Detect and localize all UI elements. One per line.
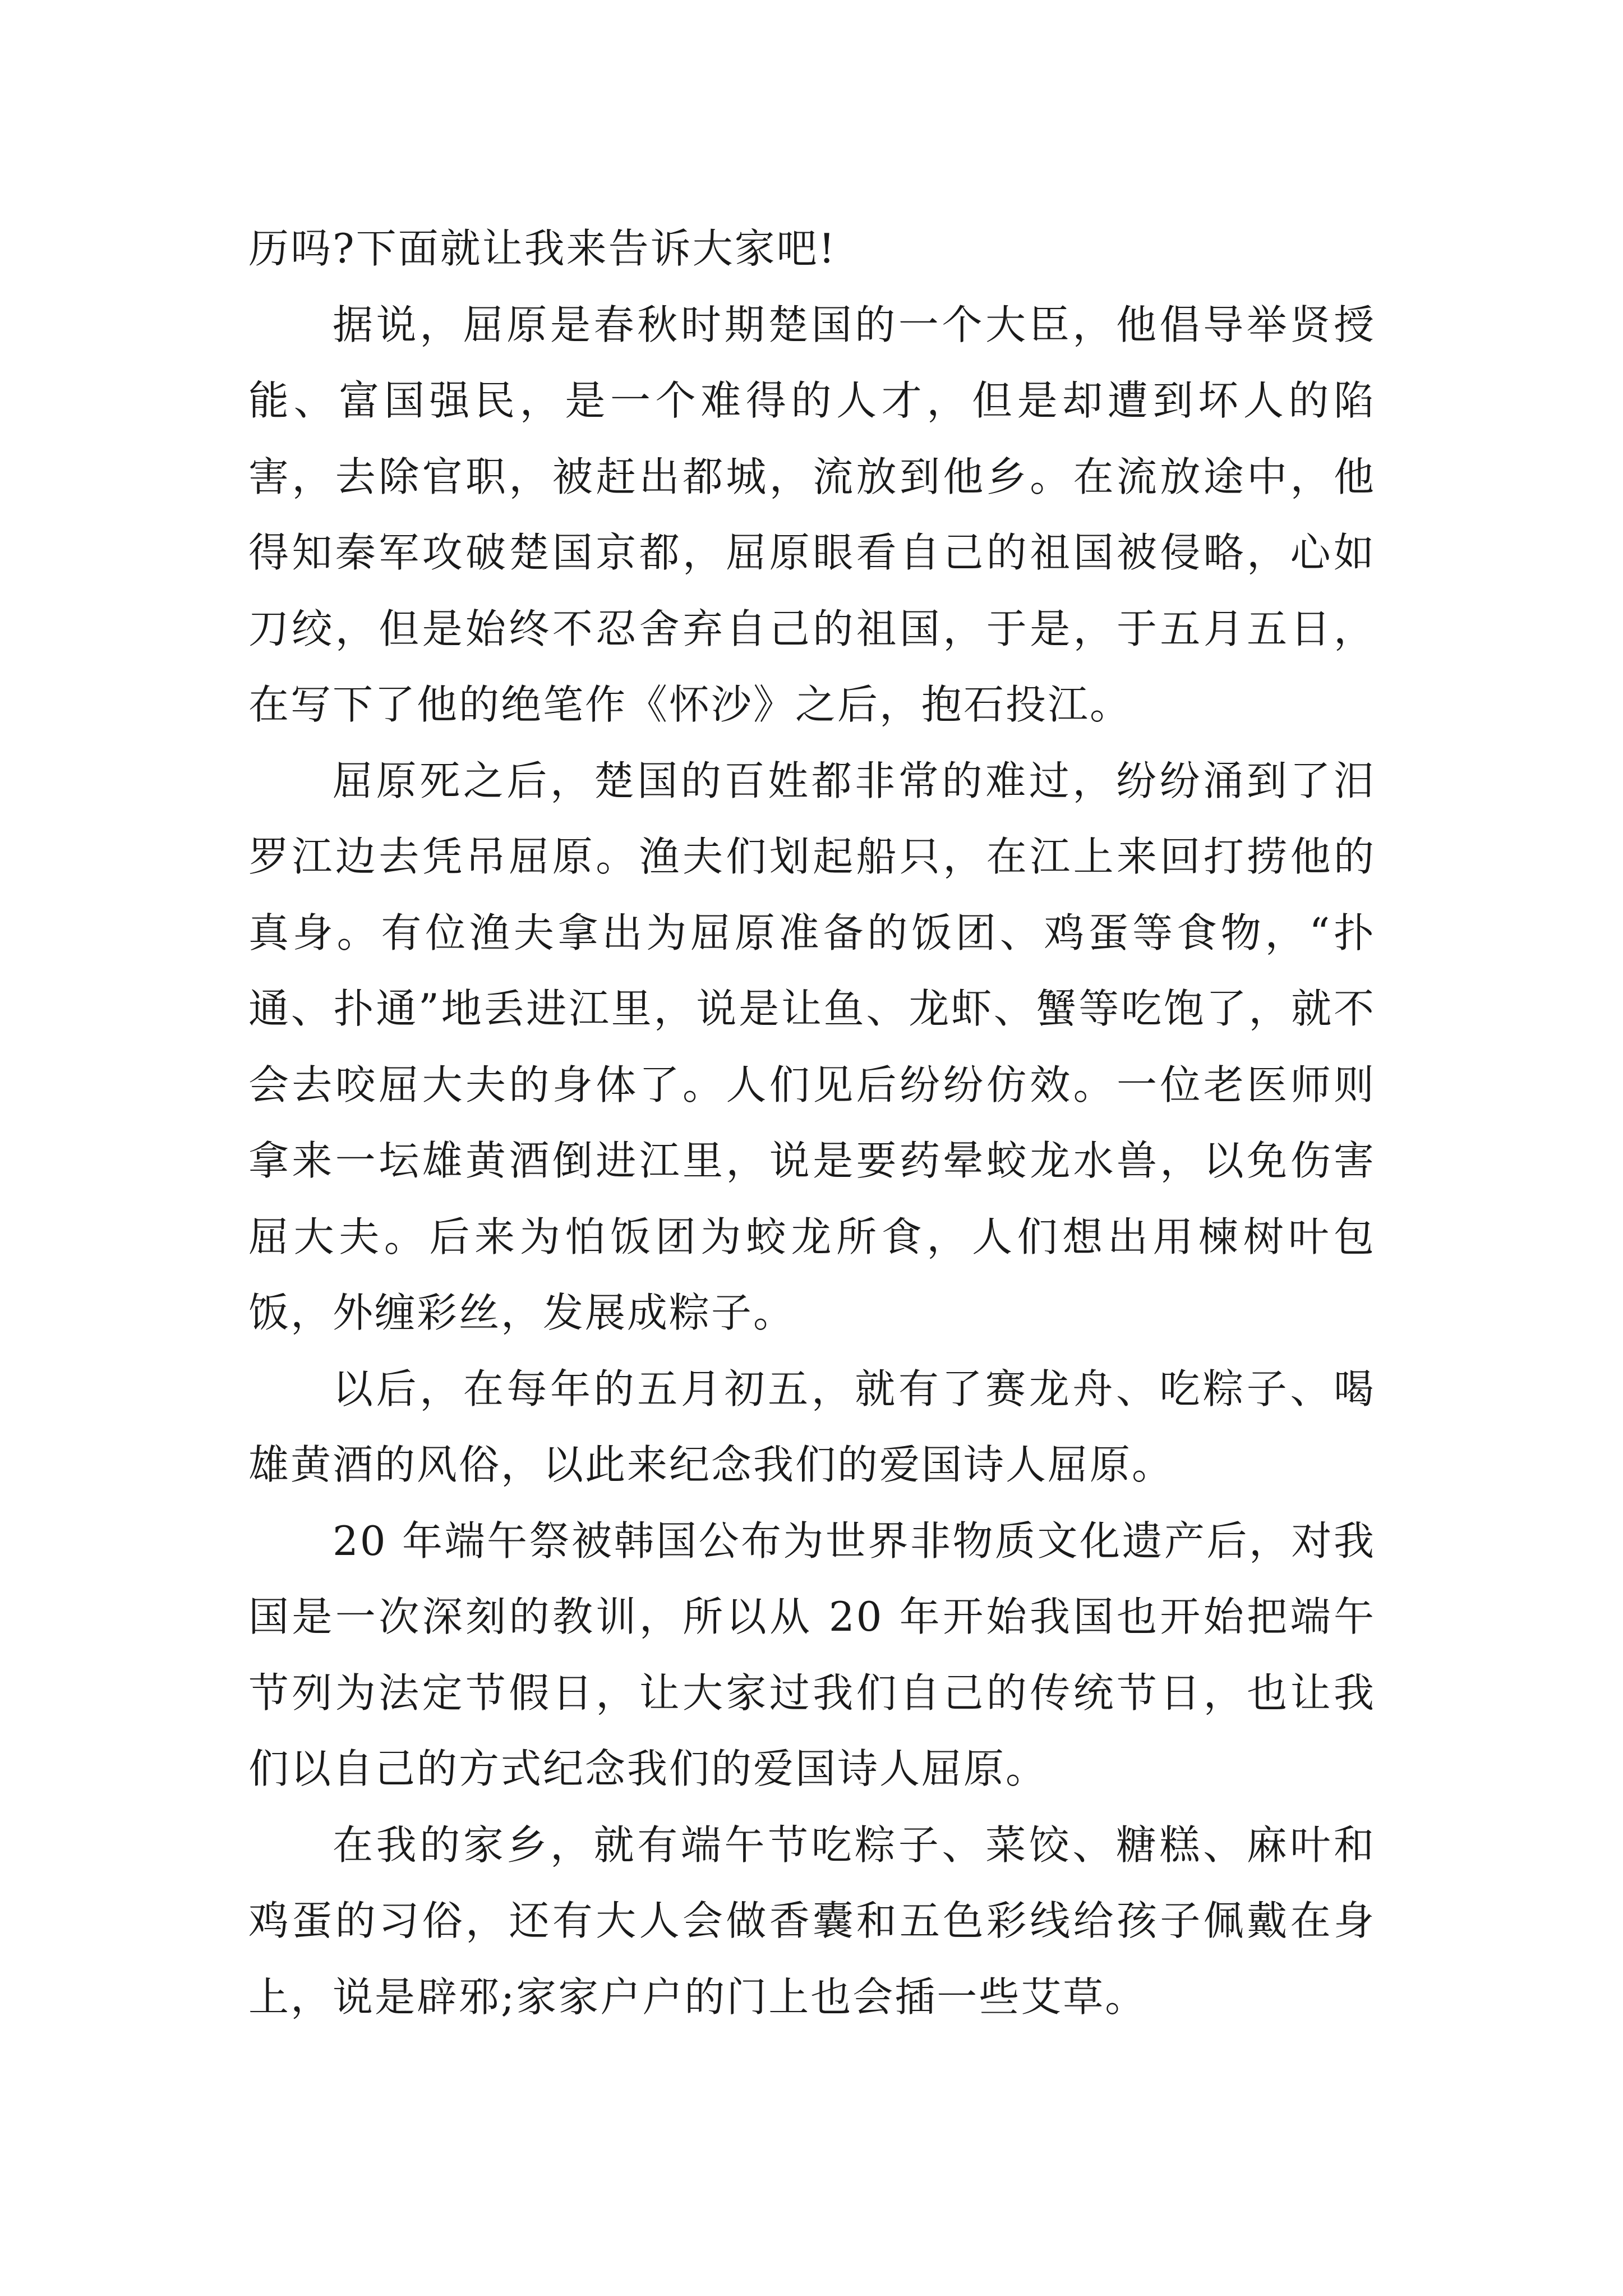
paragraph-customs-origin: 以后，在每年的五月初五，就有了赛龙舟、吃粽子、喝雄黄酒的风俗，以此来纪念我们的爱国诗人屈原。 <box>248 1365 1376 1488</box>
paragraph-hometown-customs: 在我的家乡，就有端午节吃粽子、菜饺、糖糕、麻叶和鸡蛋的习俗，还有大人会做香囊和五色彩线给孩子佩戴在身上，说是辟邪;家家户户的门上也会插一些艾草。 <box>248 1821 1376 2021</box>
paragraph-continuation: 历吗?下面就让我来告诉大家吧! <box>248 225 837 272</box>
paragraph-quyuan-background: 据说，屈原是春秋时期楚国的一个大臣，他倡导举贤授能、富国强民，是一个难得的人才，但是却遭到坏人的陷害，去除官职，被赶出都城，流放到他乡。在流放途中，他得知秦军攻破楚国京都，屈原眼看自己的祖国被侵略，心如刀绞，但是始终不忍舍弃自己的祖国，于是，于五月五日，在写下了他的绝笔作《怀沙》之后，抱石投江。 <box>248 301 1376 728</box>
paragraph-people-mourning: 屈原死之后，楚国的百姓都非常的难过，纷纷涌到了汨罗江边去凭吊屈原。渔夫们划起船只，在江上来回打捞他的真身。有位渔夫拿出为屈原准备的饭团、鸡蛋等食物，“扑通、扑通”地丢进江里，说是让鱼、龙虾、蟹等吃饱了，就不会去咬屈大夫的身体了。人们见后纷纷仿效。一位老医师则拿来一坛雄黄酒倒进江里，说是要药晕蛟龙水兽，以免伤害屈大夫。后来为怕饭团为蛟龙所食，人们想出用楝树叶包饭，外缠彩丝，发展成粽子。 <box>248 757 1376 1336</box>
paragraph-national-holiday: 20 年端午祭被韩国公布为世界非物质文化遗产后，对我国是一次深刻的教训，所以从 20 年开始我国也开始把端午节列为法定节假日，让大家过我们自己的传统节日，也让我们以自己的方式纪念我们的爱国诗人屈原。 <box>248 1517 1376 1792</box>
document-body <box>248 211 1376 2035</box>
